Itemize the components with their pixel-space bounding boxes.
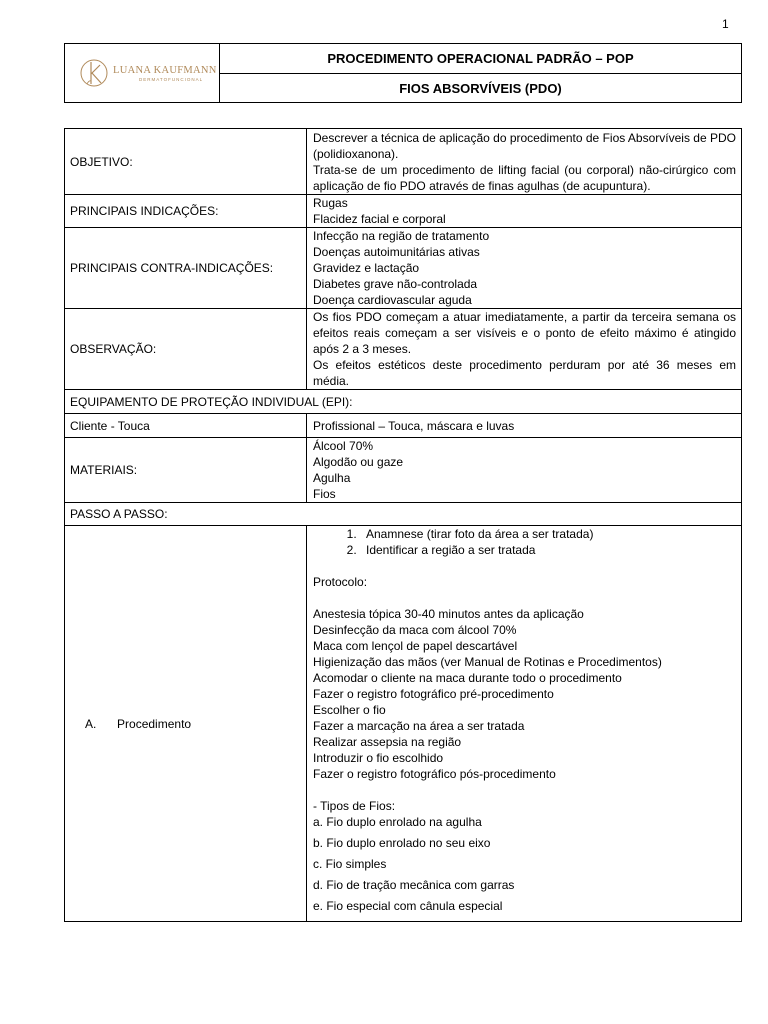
document-title: PROCEDIMENTO OPERACIONAL PADRÃO – POP — [220, 44, 742, 74]
observacao-value — [307, 309, 742, 390]
row-procedimento — [65, 526, 742, 922]
protocolo-item: Realizar assepsia na região — [313, 735, 462, 749]
passo-a-passo-label: PASSO A PASSO: — [65, 503, 742, 526]
indicacoes-label: PRINCIPAIS INDICAÇÕES: — [65, 195, 307, 228]
indicacoes-value — [307, 195, 742, 228]
objetivo-value — [307, 129, 742, 195]
row-contraindicacoes — [65, 228, 742, 309]
materiais-value — [307, 438, 742, 503]
objetivo-line: Trata-se de um procedimento de lifting facial (ou corporal) não-cirúrgico com aplicação de fio PDO através de finas agulhas (de acupuntura). — [313, 162, 736, 193]
objetivo-label: OBJETIVO: — [65, 129, 307, 195]
row-epi — [65, 390, 742, 414]
observacao-line: Os efeitos estéticos deste procedimento perduram por até 36 meses em média. — [313, 358, 736, 388]
contraindicacao-item: Infecção na região de tratamento — [313, 229, 490, 243]
indicacao-item: Flacidez facial e corporal — [313, 212, 446, 226]
epi-cliente: Cliente - Touca — [65, 414, 307, 438]
contraindicacoes-label: PRINCIPAIS CONTRA-INDICAÇÕES: — [65, 228, 307, 309]
material-item: Agulha — [313, 471, 351, 485]
procedimento-title: Procedimento — [117, 716, 192, 731]
document-subtitle: FIOS ABSORVÍVEIS (PDO) — [220, 74, 742, 103]
indicacao-item: Rugas — [313, 196, 348, 210]
protocolo-label: Protocolo: — [313, 575, 368, 589]
tipos-label: - Tipos de Fios: — [313, 799, 396, 813]
observacao-label: OBSERVAÇÃO: — [65, 309, 307, 390]
tipo-item: e. Fio especial com cânula especial — [313, 899, 503, 913]
protocolo-item: Fazer o registro fotográfico pós-procedimento — [313, 767, 556, 781]
contraindicacao-item: Gravidez e lactação — [313, 261, 420, 275]
row-observacao — [65, 309, 742, 390]
objetivo-line: Descrever a técnica de aplicação do procedimento de Fios Absorvíveis de PDO (polidioxanona). — [313, 130, 736, 161]
contraindicacao-item: Diabetes grave não-controlada — [313, 277, 478, 291]
protocolo-item: Escolher o fio — [313, 703, 386, 717]
row-passo-a-passo — [65, 503, 742, 526]
protocolo-item: Introduzir o fio escolhido — [313, 751, 444, 765]
page-number: 1 — [722, 17, 729, 31]
document-header — [64, 43, 742, 103]
row-materiais — [65, 438, 742, 503]
steps-list — [313, 526, 736, 558]
protocolo-item: Acomodar o cliente na maca durante todo o procedimento — [313, 671, 622, 685]
logo-name: LUANA KAUFMANN — [113, 64, 217, 76]
observacao-line: Os fios PDO começam a atuar imediatamente, a partir da terceira semana os efeitos reais começam a ser visíveis e o ponto de efeito máximo é atingido após 2 a 3 meses. — [313, 310, 736, 356]
protocolo-item: Higienização das mãos (ver Manual de Rotinas e Procedimentos) — [313, 655, 662, 669]
tipos-list — [313, 814, 736, 914]
step-item: 2. Identificar a região a ser tratada — [360, 542, 736, 558]
pop-table — [64, 128, 742, 922]
material-item: Fios — [313, 487, 336, 501]
materiais-label: MATERIAIS: — [65, 438, 307, 503]
protocolo-item: Desinfecção da maca com álcool 70% — [313, 623, 517, 637]
brand-logo — [65, 57, 219, 89]
epi-profissional: Profissional – Touca, máscara e luvas — [307, 414, 742, 438]
procedimento-marker: A. — [85, 716, 97, 731]
material-item: Algodão ou gaze — [313, 455, 404, 469]
row-indicacoes — [65, 195, 742, 228]
contraindicacao-item: Doença cardiovascular aguda — [313, 293, 472, 307]
logo-monogram-icon — [79, 57, 111, 89]
tipo-item: c. Fio simples — [313, 857, 387, 871]
contraindicacoes-value — [307, 228, 742, 309]
row-epi-detail — [65, 414, 742, 438]
procedimento-label — [65, 526, 307, 922]
material-item: Álcool 70% — [313, 439, 374, 453]
protocolo-item: Maca com lençol de papel descartável — [313, 639, 518, 653]
row-objetivo — [65, 129, 742, 195]
protocolo-list — [313, 606, 736, 782]
tipo-item: b. Fio duplo enrolado no seu eixo — [313, 836, 491, 850]
tipo-item: d. Fio de tração mecânica com garras — [313, 878, 515, 892]
protocolo-item: Fazer o registro fotográfico pré-procedimento — [313, 687, 554, 701]
logo-cell — [65, 44, 220, 103]
procedimento-content — [307, 526, 742, 922]
logo-subtitle: DERMATOFUNCIONAL — [139, 76, 204, 82]
step-item: 1. Anamnese (tirar foto da área a ser tratada) — [360, 526, 736, 542]
epi-label: EQUIPAMENTO DE PROTEÇÃO INDIVIDUAL (EPI): — [65, 390, 742, 414]
protocolo-item: Anestesia tópica 30-40 minutos antes da aplicação — [313, 607, 584, 621]
contraindicacao-item: Doenças autoimunitárias ativas — [313, 245, 480, 259]
tipo-item: a. Fio duplo enrolado na agulha — [313, 815, 482, 829]
protocolo-item: Fazer a marcação na área a ser tratada — [313, 719, 525, 733]
